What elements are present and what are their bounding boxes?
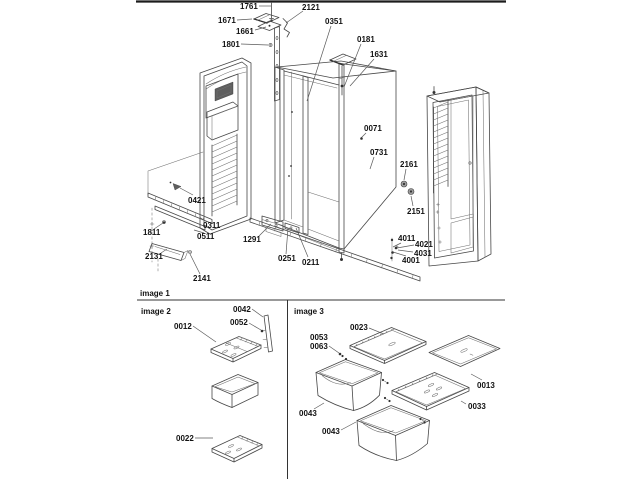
framed-shelf-0023 (350, 328, 426, 361)
part-label-4021: 4021 (415, 240, 433, 249)
leader-line-4021 (397, 245, 414, 248)
part-label-0351: 0351 (325, 17, 343, 26)
framed-shelf-0033 (392, 373, 469, 407)
knob-2161-center (403, 183, 405, 185)
leader-line-0211 (296, 228, 308, 257)
shelf-slot (460, 348, 467, 353)
part-label-2151: 2151 (407, 207, 425, 216)
bin-side-face (397, 421, 430, 461)
leader-line-4011 (393, 243, 401, 247)
leader-line-0251 (286, 228, 288, 254)
section-label-image3: image 3 (294, 307, 324, 316)
fastener-4001 (390, 257, 392, 259)
part-label-1631: 1631 (370, 50, 388, 59)
freezer-door (200, 58, 251, 234)
door-stop-parts (401, 181, 414, 195)
fastener-dash (385, 381, 387, 382)
cabinet-screw-dot (291, 111, 293, 113)
part-label-0311: 0311 (203, 221, 221, 230)
door-rack-rungs-right (434, 102, 449, 186)
part-label-2161: 2161 (400, 160, 418, 169)
bin-side-face (354, 373, 382, 411)
part-label-0033: 0033 (468, 402, 486, 411)
section-label-image2: image 2 (141, 307, 171, 316)
leader-line-2121 (286, 11, 303, 23)
hinge-plate-edge (254, 19, 267, 23)
section-label-image1: image 1 (140, 289, 170, 298)
leader-dot-0071 (360, 137, 363, 140)
rail-hole (276, 91, 278, 94)
part-label-0052: 0052 (230, 318, 248, 327)
part-label-0071: 0071 (364, 124, 382, 133)
stop-plate-hole (290, 227, 292, 229)
part-label-0022: 0022 (176, 434, 194, 443)
shelf-0022-lip (212, 445, 262, 463)
part-label-0043: 0043 (299, 409, 317, 418)
part-label-0731: 0731 (370, 148, 388, 157)
clip-0421 (173, 184, 181, 191)
section-dividers (136, 2, 506, 480)
leader-dot-0052 (261, 330, 264, 333)
rail-hole (276, 36, 278, 39)
refrigerator-door (427, 87, 491, 267)
shelf-0022-rail-hatch (238, 437, 260, 446)
leader-line-2151 (411, 196, 413, 206)
door-liner-inner (438, 100, 471, 252)
part-label-0053: 0053 (310, 333, 328, 342)
rail-hole (276, 78, 278, 81)
image3-parts (316, 328, 500, 461)
part-label-1661: 1661 (236, 27, 254, 36)
part-label-2131: 2131 (145, 252, 163, 261)
pillar-pin-ball (340, 258, 343, 261)
glass-shelf-0013 (429, 336, 500, 367)
drawer-side-face (232, 383, 258, 408)
leader-dot-4001 (391, 251, 394, 254)
cabinet-top-face (277, 61, 396, 78)
fastener-4011 (391, 239, 393, 241)
part-label-0063: 0063 (310, 342, 328, 351)
leader-line-0052 (249, 323, 261, 330)
bracket-rail-0511 (155, 206, 205, 230)
shelf-fastener (382, 379, 384, 381)
leader-line-2141 (190, 254, 200, 274)
fastener-dash (422, 420, 424, 421)
cabinet (250, 61, 420, 281)
shelf-slot (436, 386, 442, 390)
part-label-0251: 0251 (278, 254, 296, 263)
leader-dot-4021 (395, 247, 398, 250)
shelf-fastener (419, 418, 421, 420)
part-label-4031: 4031 (414, 249, 432, 258)
bin-rim-inner (320, 362, 379, 384)
edge-band-line (483, 90, 485, 257)
crisper-bin-0043-left (316, 360, 382, 387)
hinge-plate-fold (333, 56, 346, 62)
shelf-slot (428, 383, 434, 387)
toe-rail-hatching (259, 222, 413, 279)
part-label-1291: 1291 (243, 235, 261, 244)
leader-line-0033 (461, 401, 466, 404)
shelf-slot (236, 448, 242, 452)
leader-line-0043 (341, 422, 356, 430)
part-label-4011: 4011 (398, 234, 416, 243)
hinge-pin-1761 (270, 3, 274, 19)
fastener-dash (387, 399, 389, 400)
part-label-1761: 1761 (240, 2, 258, 11)
part-label-1671: 1671 (218, 16, 236, 25)
right-hinge-assembly (330, 54, 356, 95)
door-rack-rungs (212, 135, 237, 212)
leader-line-0042 (252, 309, 263, 317)
screw-0063 (345, 358, 347, 360)
leader-line-0012 (193, 326, 216, 342)
part-label-1801: 1801 (222, 40, 240, 49)
bin-rim-inner (361, 408, 427, 433)
hinge-plate-1671 (254, 14, 279, 24)
shelf-rail-0042 (264, 315, 273, 352)
screw-0053 (341, 355, 343, 357)
image2-parts (211, 315, 273, 462)
shelf-fastener (386, 382, 388, 384)
part-label-2121: 2121 (302, 3, 320, 12)
dispenser-display (215, 82, 233, 101)
leader-line-0063 (329, 346, 339, 353)
rail-hole (276, 50, 278, 53)
part-label-1811: 1811 (143, 228, 161, 237)
cabinet-right-pillar (339, 63, 344, 249)
shelf-slot (231, 353, 237, 357)
screw-2141-center (189, 251, 190, 252)
clip-0421-dot (170, 182, 172, 184)
shelf-slot (222, 350, 228, 354)
part-label-0023: 0023 (350, 323, 368, 332)
cabinet-screw-dot (288, 175, 290, 177)
door-hinge-hole (433, 91, 436, 94)
shelf-slot (388, 342, 395, 347)
opening-top-edge (284, 71, 339, 85)
part-label-0511: 0511 (197, 232, 215, 241)
part-label-0211: 0211 (302, 258, 320, 267)
leader-line-0421 (180, 188, 193, 195)
shim-plate-0251 (266, 228, 281, 237)
shelf-0033-lip (392, 388, 469, 411)
part-label-4001: 4001 (402, 256, 420, 265)
part-label-0042: 0042 (233, 305, 251, 314)
shelf-fastener (384, 397, 386, 399)
shelf-0012-rail-hatch (237, 337, 262, 347)
part-label-0043: 0043 (322, 427, 340, 436)
shelf-0012 (211, 337, 261, 359)
glass-shelf-inner (433, 338, 497, 364)
leader-line-1671 (237, 19, 252, 20)
hinge-plate-hole (269, 25, 271, 27)
part-label-0013: 0013 (477, 381, 495, 390)
part-label-0181: 0181 (357, 35, 375, 44)
part-label-2141: 2141 (193, 274, 211, 283)
cabinet-screw-dot (290, 165, 292, 167)
part-label-0421: 0421 (188, 196, 206, 205)
drawer-rim (212, 375, 258, 395)
crisper-bin-0043-bottom (357, 406, 430, 436)
leader-line-0013 (471, 374, 482, 380)
leader-line-0731 (370, 157, 374, 169)
door-top-trim-arc (206, 67, 246, 84)
shelf-slot (225, 451, 231, 455)
shelf-fastener (388, 400, 390, 402)
hinge-plate-fold (257, 15, 269, 21)
part-label-0012: 0012 (174, 322, 192, 331)
fridge-door-top-band (427, 87, 489, 102)
leader-line-0181 (344, 44, 361, 87)
leader-line-0023 (369, 328, 384, 334)
leader-dot-1811 (163, 221, 166, 224)
shelf-slot (228, 444, 234, 448)
shelf-fastener (423, 421, 425, 423)
shelf-0023-lip (350, 342, 426, 364)
hinge-pin-screw (341, 85, 344, 88)
leader-dot-0063 (339, 353, 342, 356)
leader-line-1801 (241, 44, 268, 45)
leader-line-2161 (404, 169, 406, 180)
glass-shelf-tick (470, 354, 473, 355)
shelf-slot (424, 389, 430, 393)
leader-line-4031 (398, 250, 413, 252)
shelf-slot (432, 393, 438, 397)
knob-2151-center (410, 190, 412, 192)
